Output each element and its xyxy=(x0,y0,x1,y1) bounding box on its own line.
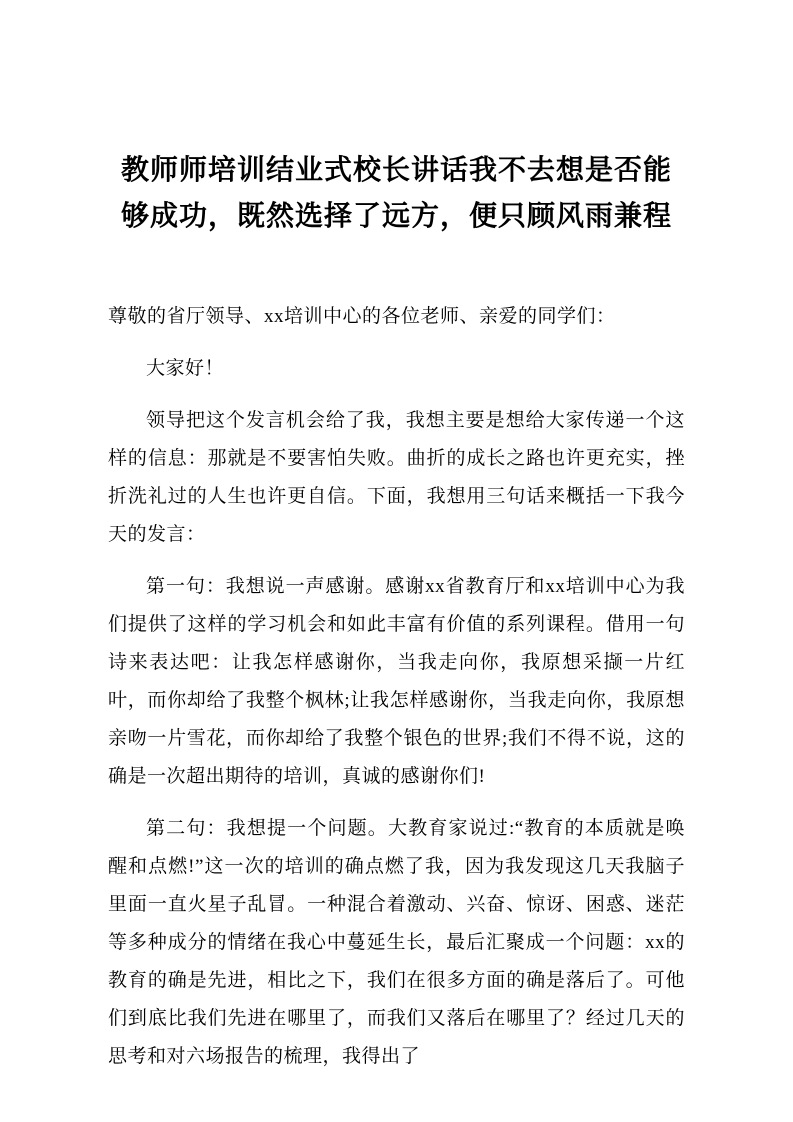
paragraph-second-point: 第二句：我想提一个问题。大教育家说过:“教育的本质就是唤醒和点燃!”这一次的培训的确点燃了我，因为我发现这几天我脑子里面一直火星子乱冒。一种混合着激动、兴奋、惊讶、困惑、迷茫等多种成分的情绪在我心中蔓延生长，最后汇聚成一个问题：xx的教育的确是先进，相比之下，我们在很多方面的确是落后了。可他们到底比我们先进在哪里了，而我们又落后在哪里了？经过几天的思考和对六场报告的梳理，我得出了 xyxy=(108,818,685,1068)
paragraph-salutation: 尊敬的省厅领导、xx培训中心的各位老师、亲爱的同学们： xyxy=(108,306,616,328)
paragraph-intro: 领导把这个发言机会给了我，我想主要是想给大家传递一个这样的信息：那就是不要害怕失败。曲折的成长之路也许更充实，挫折洗礼过的人生也许更自信。下面，我想用三句话来概括一下我今天的发言： xyxy=(108,410,685,546)
document-title: 教师师培训结业式校长讲话我不去想是否能够成功，既然选择了远方，便只顾风雨兼程 xyxy=(120,155,672,233)
document-body xyxy=(108,298,685,1076)
paragraph-first-point: 第一句：我想说一声感谢。感谢xx省教育厅和xx培训中心为我们提供了这样的学习机会和如此丰富有价值的系列课程。借用一句诗来表达吧：让我怎样感谢你，当我走向你，我原想采撷一片红叶，而你却给了我整个枫林;让我怎样感谢你，当我走向你，我原想亲吻一片雪花，而你却给了我整个银色的世界;我们不得不说，这的确是一次超出期待的培训，真诚的感谢你们! xyxy=(108,576,685,788)
paragraph-greeting: 大家好！ xyxy=(146,358,225,380)
